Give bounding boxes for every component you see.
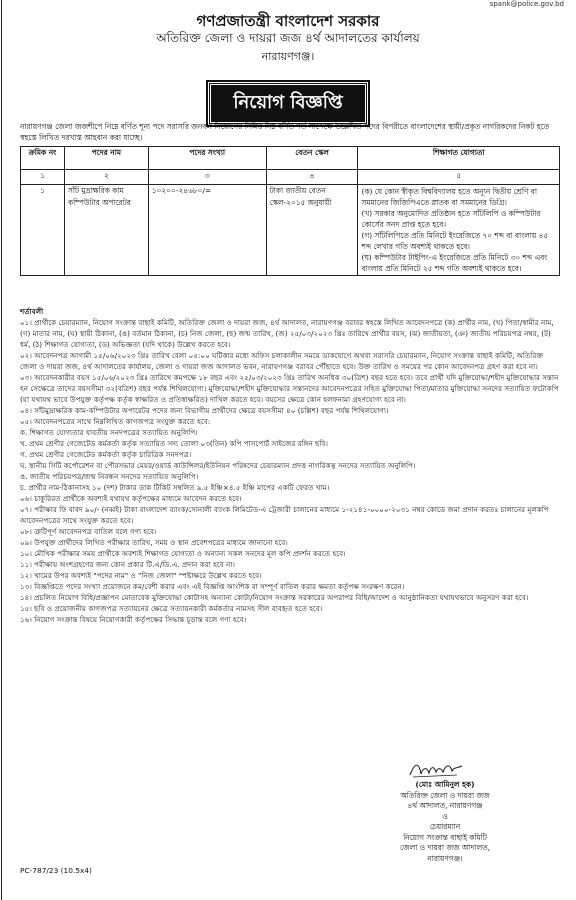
cell-post-name: সাঁট মুদ্রাক্ষরিক কাম কম্পিউটার অপারেটর [64, 185, 148, 276]
qualification-item: (ঘ) কম্পিউটার টাইপিং-এ ইংরেজিতে প্রতি মিনিটে ৩০ শব্দ এবং বাংলায় প্রতি মিনিটে ২৫ শব্দ গতি অবশ্যই থাকতে হবে। [361, 253, 548, 273]
table-number-row [21, 170, 560, 185]
table-header-row [21, 147, 560, 170]
signatory-line: জেলা ও দায়রা জজ আদালত, [400, 843, 490, 852]
term-item: ১০। মৌখিক পরীক্ষার সময় প্রার্থীকে অবশ্যই শিক্ষাগত যোগ্যতা ও অন্যান্য সকল সনদের মূল কপি প্রদর্শন করতে হবে। [20, 549, 346, 558]
term-item: ১২। খামের উপর অবশ্যই "পদের নাম" ও "নিজ জেলা" স্পষ্টাক্ষরে উল্লেখ করতে হবে। [20, 571, 262, 580]
qualification-item: (গ) সাঁটলিপিতে প্রতি মিনিটে ইংরেজিতে ৭০ শব্দ বা বাংলায় ৪৫ শব্দ লেখার গতি অবশ্যই থাকতে হবে। [361, 231, 549, 251]
term-item: ০৪। সাঁটমুদ্রাক্ষরিক কাম-কম্পিউটার অপারেটর পদের জন্য বিভাগীয় প্রার্থীদের ক্ষেত্রে বয়সসীমা ৪০ (চল্লিশ) বছর পর্যন্ত শিথিলযোগ্য। [20, 406, 389, 415]
header-qualification: শিক্ষাগত যোগ্যতা [358, 147, 560, 170]
terms-section [20, 306, 560, 625]
government-heading: গণপ্রজাতন্ত্রী বাংলাদেশ সরকার [196, 12, 380, 30]
qualification-item: (খ) সরকার অনুমোদিত প্রতিষ্ঠান হতে সাঁটলিপি ও কম্পিউটার কোর্সের সনদ প্রাপ্ত হতে হবে। [361, 209, 541, 229]
signatory-line: ৪র্থ আদালত, নারায়ণগঞ্জ [407, 801, 483, 810]
term-item: ০৭। পরীক্ষার ফি বাবদ ৯০/- (নব্বই) টাকা বাংলাদেশ ব্যাংক/সোনালী ব্যাংক লিমিটেড-এ ট্রেজারী চালানের মাধ্যমে ১-২১৪১-০০০০-২০৩১ নম্বর কোডে জমা প্রদান করতঃ চালানের মূলকপি আবেদনপত্রের সাথে সংযুক্ত করতে হবে। [20, 505, 549, 525]
term-item: চ. প্রার্থীর নাম-ঠিকানাসহ ১০ (দশ) টাকার ডাক টিকিট সম্বলিত ৯.৫ ইঞ্চি×৪.৫ ইঞ্চি মাপের একটি ফেরত খাম। [20, 483, 330, 492]
recruitment-banner: নিয়োগ বিজ্ঞপ্তি [208, 82, 367, 125]
term-item: ১৪। প্রচলিত নিয়োগ বিধি/প্রজ্ঞাপন মোতাবেক মুক্তিযোদ্ধা কোটাসহ অন্যান্য কোটা/নিয়োগ সংক্রান্ত সরকারের অপরাপর বিধি/আদেশ ও আনুষ্ঠানিকতা যথাযথভাবে অনুসরণ করা হবে। [20, 593, 529, 602]
term-item: ১৫। ছবি ও প্রয়োজনীয় কাগজপত্র সত্যায়নের ক্ষেত্রে সত্যায়নকারী কর্মকর্তার নামসহ সীল ব্যবহৃত হতে হবে। [20, 604, 323, 613]
term-item: ০৬। চাকুরিরত প্রার্থীকে অবশ্যই যথাযথ কর্তৃপক্ষের মাধ্যমে আবেদন করতে হবে। [20, 494, 242, 503]
scan-edge-line [1, 0, 2, 900]
term-item: ০২। আবেদনপত্র আগামী ১৫/০৬/২০২৩ খ্রিঃ তারিখ বেলা ০৫:০০ ঘটিকার মধ্যে অফিস চলাকালীন সময়ে ডাকযোগে অথবা সরাসরি চেয়ারম্যান, নিয়োগ সংক্রান্ত বাছাই কমিটি, অতিরিক্ত জেলা ও দায়রা জজ, ৪র্থ আদালতের কার্যালয়, জেলা ও দায়রা জজ আদালত ভবন, নারায়ণগঞ্জ বরাবর পৌঁছাতে হবে। উক্ত তারিখ ও সময়ের পর কোন আবেদনপত্র গ্রহণ করা হবে না। [20, 351, 544, 371]
header-post-count: পদের সংখ্যা [148, 147, 266, 170]
table-row [21, 185, 560, 276]
header-post-name: পদের নাম [64, 147, 148, 170]
print-code: PC-787/23 (10.5x4) [20, 866, 92, 875]
office-heading: অতিরিক্ত জেলা ও দায়রা জজ ৪র্থ আদালতের কার্যালয় [156, 31, 420, 45]
signatory-name: (মোঃ আমিনুল হক) [415, 780, 475, 789]
column-number: ৩ [148, 170, 266, 185]
signature-block [360, 780, 530, 864]
signatory-line: ও [442, 811, 448, 821]
intro-paragraph: নারায়ণগঞ্জ জেলা জজশীপে নিম্নে বর্ণিত শূন্য পদে সরাসরি জনবল নিয়োগের নিমিত্ত নিম্ন বর্ণিত শর্ত সাপেক্ষে উল্লেখিত পদের বিপরীতে বাংলাদেশের স্থায়ী/প্রকৃত নাগরিকদের নিকট হতে স্বহস্তে লিখিত দরখাস্ত আহবান করা যাচ্ছে। [20, 122, 550, 142]
column-number: ১ [21, 170, 65, 185]
term-item: ১১। পরীক্ষায় অংশগ্রহণের জন্য কোন প্রকার টি.এ/ডি.এ. প্রদান করা হবে না। [20, 560, 235, 569]
cell-qualifications [358, 185, 560, 276]
handwritten-signature [407, 758, 465, 780]
city-heading: নারায়ণগঞ্জ। [261, 50, 315, 63]
cell-serial: ১ [21, 185, 65, 276]
term-item: ০৯। উপযুক্ত প্রার্থীদের লিখিত পরীক্ষার তারিখ, সময় ও স্থান প্রবেশপত্রের মাধ্যমে জানানো হবে। [20, 538, 288, 547]
term-item: খ. প্রথম শ্রেণীর গেজেটেড কর্মকর্তা কর্তৃক সত্যায়িত সদ্য তোলা ০৩(তিন) কপি পাসপোর্ট সাইজের রঙ্গিন ছবি। [20, 439, 328, 448]
signatory-line: চেয়ারম্যান [429, 822, 461, 831]
term-item: ১৬। নিয়োগ সংক্রান্ত বিষয়ে নিয়োগকারী কর্তৃপক্ষের সিদ্ধান্ত চূড়ান্ত বলে গণ্য হবে। [20, 615, 247, 624]
column-number: ৫ [358, 170, 560, 185]
terms-title: শর্তাবলী [20, 307, 44, 316]
term-item: ০১। প্রার্থীকে চেয়ারম্যান, নিয়োগ সংক্রান্ত বাছাই কমিটি, অতিরিক্ত জেলা ও দায়রা জজ, ৪র্থ আদালত, নারায়ণগঞ্জ বরাবর স্বহস্তে লিখিত আবেদনপত্রে (ক) প্রার্থীর নাম, (খ) পিতা/স্বামীর নাম, (গ) মাতার নাম, (ঘ) স্থায়ী ঠিকানা, (ঙ) বর্তমান ঠিকানা, (চ) নিজ জেলা, (ছ) জন্ম তারিখ, (জ) ২৫/০৩/২০২৩ খ্রিঃ তারিখে প্রার্থীর বয়স, (ঝ) জাতীয়তা, (ঞ) জাতীয় পরিচয়পত্র নম্বর, (ট) ধর্ম, (ঠ) শিক্ষাগত যোগ্যতা, (ড) অভিজ্ঞতা (যদি থাকে) উল্লেখ করতে হবে। [20, 318, 554, 349]
term-item: ০৮। ত্রুটিপূর্ণ আবেদনপত্র বাতিল বলে গণ্য হবে। [20, 527, 157, 536]
header-serial: ক্রমিক নং [21, 147, 65, 170]
column-number: ২ [64, 170, 148, 185]
term-item: ১৩। বিজ্ঞপ্তিতে পদের সংখ্যা প্রয়োজনে কম/বেশী করার এবং এই বিজ্ঞপ্তি আংশিক বা সম্পূর্ণ বাতিল করার ক্ষমতা কর্তৃপক্ষ সংরক্ষণ করেন। [20, 582, 405, 591]
terms-list [20, 317, 560, 625]
posts-table [20, 146, 560, 276]
cell-post-count: ১০২০০-২৪৬৮০/= [148, 185, 266, 276]
term-item: ক. শিক্ষাগত যোগ্যতার যাবতীয় সনদপত্রের সত্যায়িত অনুলিপি। [20, 428, 198, 437]
signatory-line: নিয়োগ সংক্রান্ত বাছাই কমিটি [403, 832, 487, 842]
term-item: ০৩। আবেদনকারীর বয়স ১৫/০৬/২০২৩ খ্রিঃ তারিখে কমপক্ষে ১৮ বছর এবং ২৫/০৩/২০২৩ খ্রিঃ তারিখ অনধিক ৩০(ত্রিশ) বছর হতে হবে। তবে প্রার্থী যদি মুক্তিযোদ্ধা/শহীদ মুক্তিযোদ্ধার সন্তান হন সেক্ষেত্রে তাদের বয়সসীমা ৩২(বত্রিশ) বছর পর্যন্ত শিথিলযোগ্য। মুক্তিযোদ্ধা/শহীদ মুক্তিযোদ্ধার সন্তানদের আবেদনপত্রের সহিত মুক্তিযোদ্ধা পিতা/মাতার মুক্তিযোদ্ধা সনদের সত্যায়িত ফটোকপি (যা যথাযথ ভাবে উপযুক্ত কর্তৃপক্ষ কর্তৃক স্বাক্ষরিত ও প্রতিস্বাক্ষরিত) দাখিল করতে হবে। বয়সের ক্ষেত্রে কোন হলফনামা গ্রহণযোগ্য হবে না। [20, 373, 559, 404]
signatory-line: নারায়ণগঞ্জ। [427, 853, 463, 863]
signatory-line: অতিরিক্ত জেলা ও দায়রা জজ [400, 790, 490, 800]
term-item: ঘ. স্থানীয় সিটি কর্পোরেশন বা পৌরসভার মেয়র/ওয়ার্ড কাউন্সিলর/ইউনিয়ন পরিষদের চেয়ারম্যান প্রদত্ত নাগরিকত্ব সনদের সত্যায়িত অনুলিপি। [20, 461, 416, 470]
column-number: ৪ [266, 170, 358, 185]
qualification-item: (ক) যে কোন স্বীকৃত বিশ্ববিদ্যালয় হতে অন্যূন দ্বিতীয় শ্রেণি বা সমমানের জিজিপিএতে স্নাতক বা সমমানের ডিগ্রি। [361, 187, 538, 207]
term-item: ঙ. জাতীয় পরিচয়পত্র/জন্ম নিবন্ধন সনদের সত্যায়িত অনুলিপি। [20, 472, 199, 481]
term-item: ০৫। আবেদনপত্রের সাথে নিম্নলিখিত কাগজপত্র সংযুক্ত করতে হবে: [20, 417, 211, 426]
cell-pay-scale: টাকা জাতীয় বেতন স্কেল-২০১৫ অনুযায়ী [266, 185, 358, 276]
term-item: গ. প্রথম শ্রেণীর গেজেটেড কর্মকর্তা কর্তৃক চারিত্রিক সনদপত্র। [20, 450, 192, 459]
banner-wrapper [0, 82, 576, 125]
header-pay-scale: বেতন স্কেল [266, 147, 358, 170]
top-email-fragment: spank@police.gov.bd [489, 0, 564, 8]
